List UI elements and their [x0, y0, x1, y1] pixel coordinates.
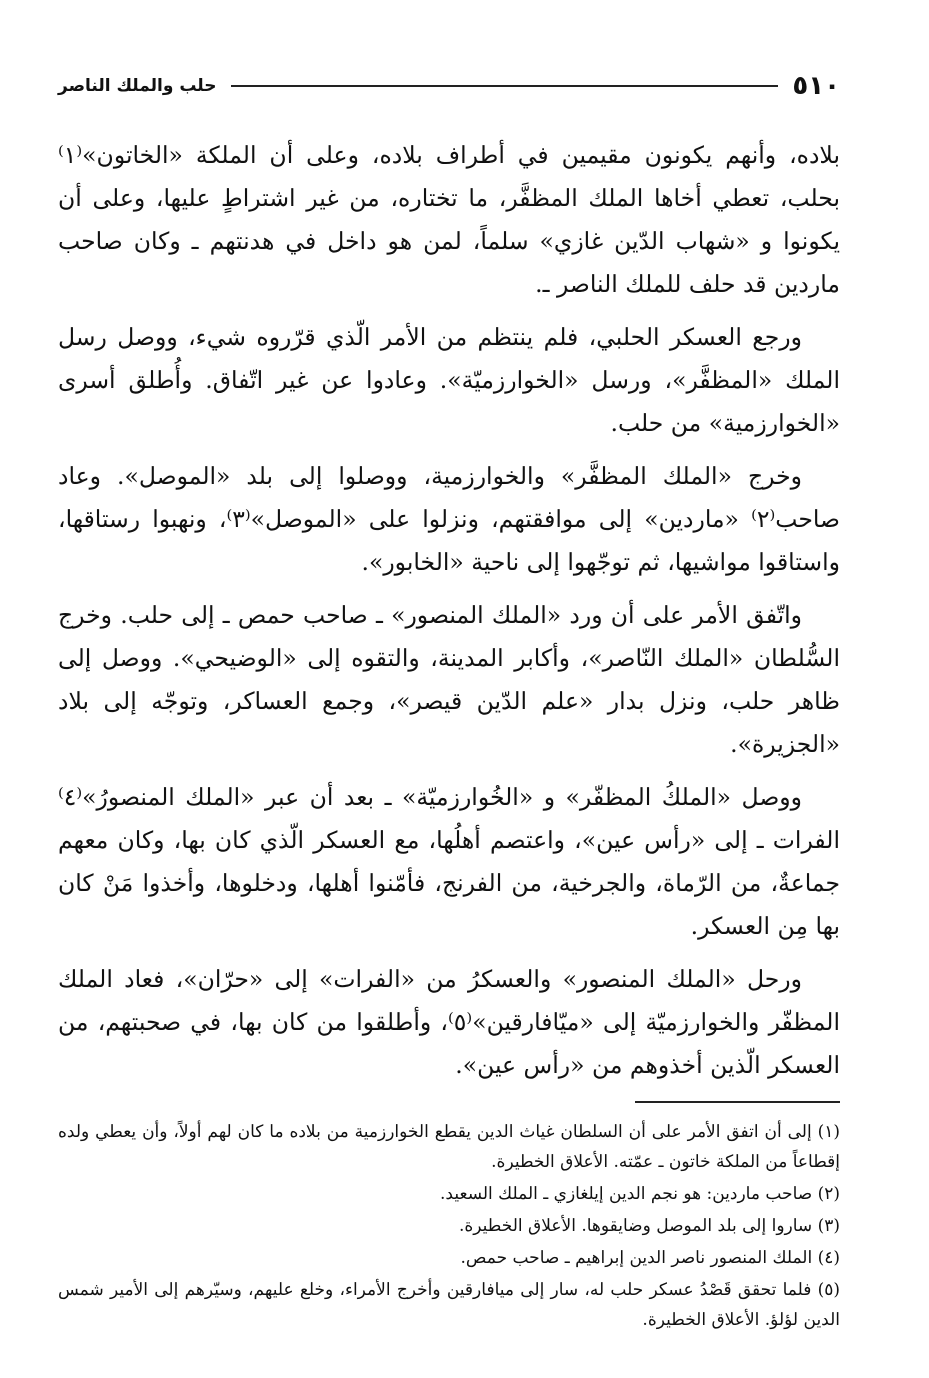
- header-rule: [231, 85, 779, 87]
- footnote: (٢) صاحب ماردين: هو نجم الدين إيلغازي ـ الملك السعيد.: [440, 1183, 840, 1204]
- footnote: (٣) ساروا إلى بلد الموصل وضايقوها. الأعلاق الخطيرة.: [458, 1215, 840, 1236]
- book-page: [58, 60, 840, 1360]
- paragraph: ورحل «الملك المنصور» والعسكرُ من «الفرات» إلى «حرّان»، فعاد الملك المظفّر والخوارزميّة إلى «ميّافارقين»⁽٥⁾، وأطلقوا من كان بها، في صحبتهم، من العسكر الّذين أخذوهم من «رأس عين».: [58, 965, 840, 1079]
- page-header: [58, 60, 840, 112]
- footnote: (٥) فلما تحقق قَصْدُ عسكر حلب له، سار إلى ميافارقين وأخرج الأمراء، وخلع عليهم، وسيّرهم إلى الأمير شمس الدين لؤلؤ. الأعلاق الخطيرة.: [58, 1279, 840, 1330]
- footnote-separator: [635, 1101, 840, 1103]
- paragraph: ورجع العسكر الحلبي، فلم ينتظم من الأمر الّذي قرّروه شيء، ووصل رسل الملك «المظفَّر»، ورسل «الخوارزميّة». وعادوا عن غير اتّفاق. وأُطلق أسرى «الخوارزمية» من حلب.: [58, 323, 840, 437]
- footnote: (١) إلى أن اتفق الأمر على أن السلطان غياث الدين يقطع الخوارزمية من بلاده ما كان لهم أولاً، وأن يعطي ولده إقطاعاً من الملكة خاتون ـ عمّته. الأعلاق الخطيرة.: [58, 1121, 840, 1172]
- footnotes: [58, 1117, 840, 1335]
- paragraph: بلاده، وأنهم يكونون مقيمين في أطراف بلاده، وعلى أن الملكة «الخاتون»⁽١⁾ بحلب، تعطي أخاها الملك المظفَّر، ما تختاره، من غير اشتراطٍ عليها، وعلى أن يكونوا و «شهاب الدّين غازي» سلماً، لمن هو داخل في هدنتهم ـ وكان صاحب ماردين قد حلف للملك الناصر ـ.: [58, 141, 840, 298]
- paragraph: ووصل «الملكُ المظفّر» و «الخُوارزميّة» ـ بعد أن عبر «الملك المنصورُ»⁽٤⁾ الفرات ـ إلى «رأس عين»، واعتصم أهلُها، مع العسكر الّذي كان بها، وكان معهم جماعةٌ، من الرّماة، والجرخية، من الفرنج، فأمّنوا أهلها، ودخلوها، وأخذوا مَنْ كان بها مِن العسكر.: [58, 783, 840, 940]
- running-title: حلب والملك الناصر: [58, 76, 217, 96]
- footnote: (٤) الملك المنصور ناصر الدين إبراهيم ـ صاحب حمص.: [460, 1247, 840, 1268]
- body-text: [58, 134, 840, 1087]
- paragraph: وخرج «الملك المظفَّر» والخوارزمية، ووصلوا إلى بلد «الموصل». وعاد صاحب⁽٢⁾ «ماردين» إلى موافقتهم، ونزلوا على «الموصل»⁽٣⁾، ونهبوا رستاقها، واستاقوا مواشيها، ثم توجّهوا إلى ناحية «الخابور».: [58, 462, 840, 576]
- page-number: ٥١٠: [792, 71, 840, 101]
- paragraph: واتّفق الأمر على أن ورد «الملك المنصور» ـ صاحب حمص ـ إلى حلب. وخرج السُّلطان «الملك النّاصر»، وأكابر المدينة، والتقوه إلى «الوضيحي». ووصل إلى ظاهر حلب، ونزل بدار «علم الدّين قيصر»، وجمع العساكر، وتوجّه إلى بلاد «الجزيرة».: [58, 601, 840, 758]
